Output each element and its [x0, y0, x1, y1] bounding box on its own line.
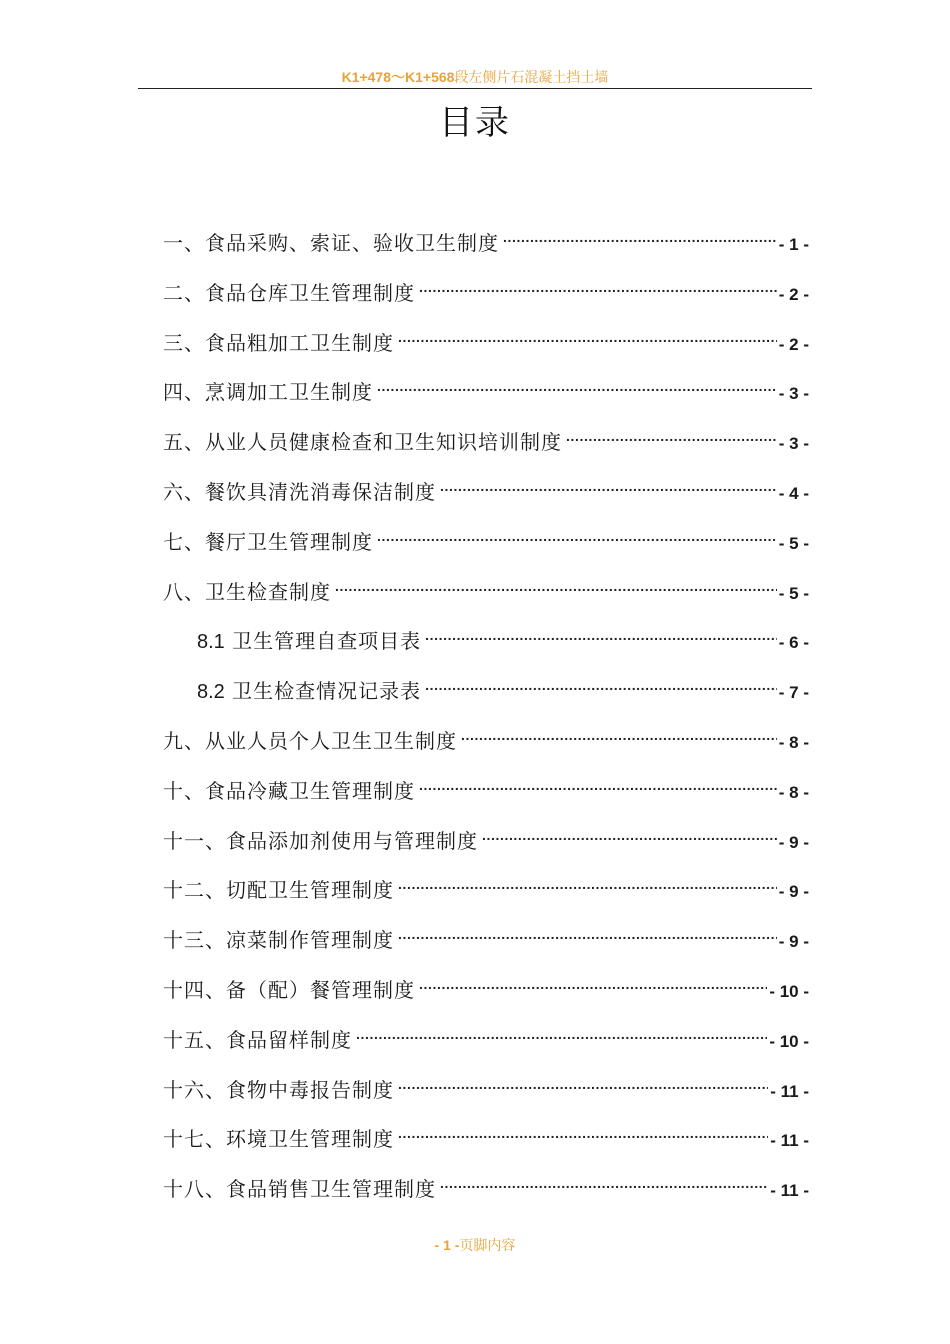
toc-entry-label	[163, 277, 415, 309]
toc-dot-leader	[377, 367, 777, 399]
toc-entry-text: 九、从业人员个人卫生卫生制度	[163, 729, 457, 753]
toc-entry-label	[163, 874, 394, 906]
toc-entry-text: 四、烹调加工卫生制度	[163, 380, 373, 405]
toc-entry-page: - 4 -	[778, 484, 809, 503]
toc-dot-leader	[461, 716, 777, 748]
toc-entry-label	[163, 376, 373, 408]
toc-entry[interactable]	[163, 268, 809, 305]
toc-dot-leader	[482, 816, 777, 848]
toc-entry[interactable]	[163, 616, 809, 654]
toc-dot-leader	[398, 915, 777, 947]
toc-entry-page: - 1 -	[778, 235, 809, 254]
toc-entry-page: - 3 -	[778, 434, 809, 454]
toc-entry-label	[163, 327, 394, 359]
toc-entry-label	[163, 1123, 394, 1155]
toc-entry-page: - 5 -	[778, 533, 809, 553]
toc-dot-leader	[398, 1065, 768, 1097]
toc-entry[interactable]	[163, 567, 809, 604]
toc-entry[interactable]	[163, 467, 809, 504]
toc-entry-text: 十一、食品添加剂使用与管理制度	[163, 828, 478, 853]
toc-entry-page: - 5 -	[778, 583, 809, 603]
header-code: K1+478～K1+568	[341, 69, 455, 85]
toc-entry[interactable]	[163, 1065, 809, 1102]
footer-page-number: - 1 -	[434, 1237, 460, 1253]
toc-entry-text: 七、餐厅卫生管理制度	[163, 529, 373, 554]
toc-entry-label	[163, 1024, 352, 1056]
toc-entry-text: 十、食品冷藏卫生管理制度	[163, 778, 415, 803]
toc-entry[interactable]	[163, 915, 809, 953]
toc-entry-text: 六、餐饮具清洗消毒保洁制度	[163, 480, 436, 504]
toc-entry-page: - 11 -	[770, 1081, 809, 1101]
toc-entry-text: 十三、凉菜制作管理制度	[163, 928, 394, 953]
toc-entry-page: - 8 -	[778, 733, 809, 752]
toc-entry[interactable]	[163, 318, 809, 355]
toc-dot-leader	[440, 467, 777, 499]
toc-entry-page: - 2 -	[778, 284, 809, 304]
toc-entry-label	[163, 775, 415, 807]
toc-entry[interactable]	[163, 1114, 809, 1152]
header-text: 段左侧片石混凝土挡土墙	[454, 70, 609, 86]
toc-entry-text: 二、食品仓库卫生管理制度	[163, 280, 415, 305]
toc-entry-label	[163, 476, 436, 508]
toc-entry-text: 一、食品采购、索证、验收卫生制度	[163, 231, 499, 255]
toc-entry-page: - 9 -	[778, 932, 809, 952]
footer-text: 页脚内容	[459, 1238, 516, 1254]
toc-dot-leader	[335, 567, 777, 599]
toc-entry-text: 十二、切配卫生管理制度	[163, 878, 394, 903]
toc-entry-text: 十六、食物中毒报告制度	[163, 1077, 394, 1102]
toc-entry[interactable]	[163, 716, 809, 753]
toc-entry-page: - 11 -	[770, 1181, 809, 1201]
toc-entry-number: 8.1	[197, 631, 225, 654]
toc-entry-label	[163, 1173, 436, 1205]
toc-entry-page: - 7 -	[778, 683, 809, 703]
page-header	[138, 66, 812, 89]
toc-entry[interactable]	[163, 1164, 809, 1202]
toc-entry-label	[163, 576, 331, 608]
toc-entry-label	[163, 526, 373, 558]
toc-entry-text: 三、食品粗加工卫生制度	[163, 330, 394, 355]
toc-entry-page: - 6 -	[778, 633, 809, 653]
toc-entry-text: 十四、备（配）餐管理制度	[163, 978, 415, 1002]
toc-entry-number: 8.2	[197, 681, 225, 704]
toc-entry-page: - 9 -	[778, 832, 809, 852]
toc-entry[interactable]	[163, 965, 809, 1002]
toc-entry-label	[163, 924, 394, 956]
toc-entry-text: 十七、环境卫生管理制度	[163, 1127, 394, 1152]
toc-dot-leader	[398, 1114, 768, 1146]
toc-entry[interactable]	[163, 417, 809, 455]
toc-entry-label	[197, 625, 421, 658]
toc-entry-text: 十八、食品销售卫生管理制度	[163, 1177, 436, 1202]
toc-dot-leader	[377, 517, 777, 549]
toc-entry[interactable]	[163, 367, 809, 405]
toc-entry-text: 卫生管理自查项目表	[232, 629, 422, 654]
toc-entry-text: 八、卫生检查制度	[163, 579, 331, 604]
toc-entry-label	[163, 725, 457, 757]
toc-dot-leader	[425, 666, 777, 698]
toc-dot-leader	[356, 1015, 767, 1047]
toc-entry-label	[163, 227, 499, 259]
toc-entry-page: - 3 -	[778, 384, 809, 404]
toc-entry-page: - 9 -	[778, 882, 809, 902]
toc-entry[interactable]	[163, 865, 809, 903]
toc-entry-text: 十五、食品留样制度	[163, 1027, 352, 1052]
toc-entry-label	[163, 1074, 394, 1106]
toc-dot-leader	[440, 1164, 768, 1196]
toc-entry[interactable]	[163, 1015, 809, 1052]
page-title: 目录	[439, 103, 511, 143]
toc-entry-label	[197, 675, 421, 708]
toc-entry[interactable]	[163, 517, 809, 554]
toc-entry-label	[163, 974, 415, 1006]
toc-entry-text: 卫生检查情况记录表	[232, 679, 422, 704]
toc-dot-leader	[419, 965, 767, 997]
toc-dot-leader	[419, 766, 777, 798]
toc-dot-leader	[503, 218, 777, 250]
toc-entry-page: - 10 -	[769, 982, 809, 1001]
toc-entry-page: - 2 -	[778, 334, 809, 354]
toc-entry-text: 五、从业人员健康检查和卫生知识培训制度	[163, 430, 562, 455]
toc-dot-leader	[566, 417, 777, 449]
toc-dot-leader	[398, 865, 777, 897]
toc-dot-leader	[425, 616, 777, 648]
toc-entry-label	[163, 426, 562, 458]
toc-entry-label	[163, 825, 478, 857]
toc-entry[interactable]	[163, 218, 809, 255]
page-footer	[0, 1234, 950, 1257]
toc-entry[interactable]	[163, 816, 809, 853]
toc-entry[interactable]	[163, 666, 809, 704]
toc-entry-page: - 11 -	[770, 1131, 809, 1151]
toc-dot-leader	[419, 268, 777, 300]
toc-entry-page: - 10 -	[769, 1031, 809, 1051]
toc-entry-page: - 8 -	[778, 782, 809, 802]
toc-dot-leader	[398, 318, 777, 350]
toc-entry[interactable]	[163, 766, 809, 803]
